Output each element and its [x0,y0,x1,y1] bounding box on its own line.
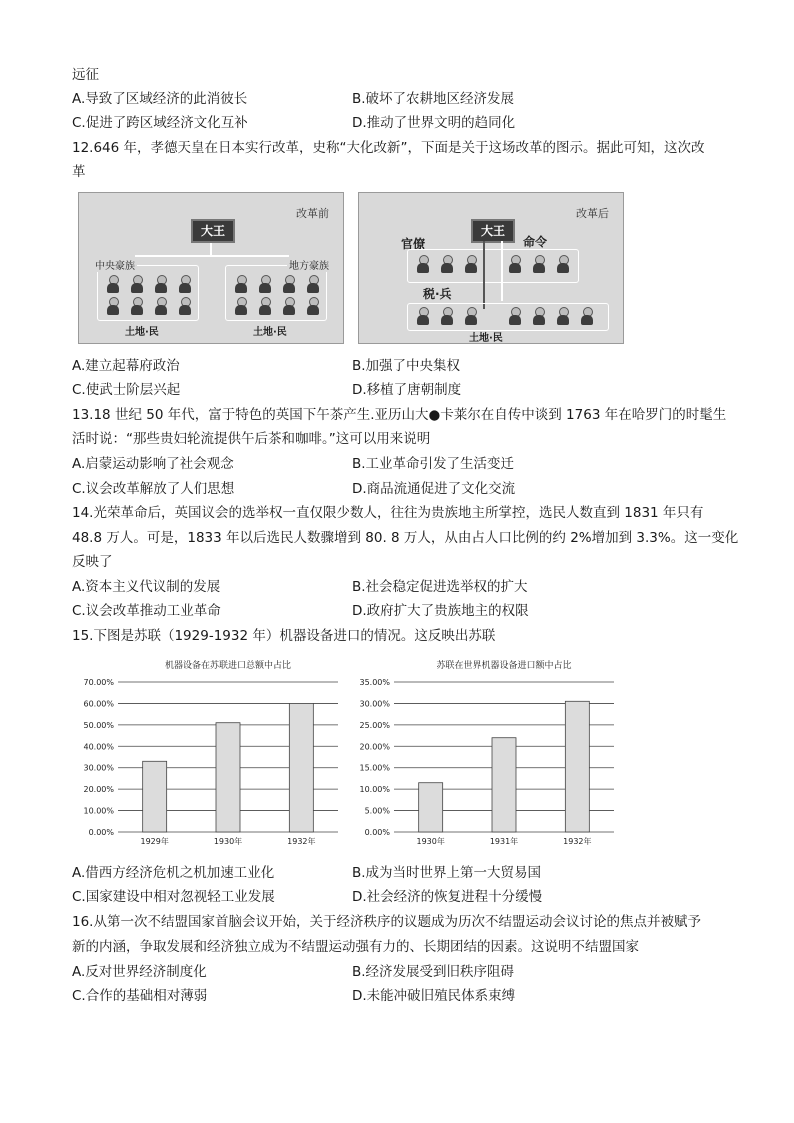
y-tick-label: 20.00% [83,785,114,795]
peasant-figure [581,307,593,325]
official-figure [417,255,429,273]
figure-before-reform [78,192,344,344]
q16-option-b[interactable]: B.经济发展受到旧秩序阻碍 [352,964,515,980]
peasant-figure [417,307,429,325]
q16-stem-line1: 16.从第一次不结盟国家首脑会议开始，关于经济秩序的议题成为历次不结盟运动会议讨论的焦点并被赋予 [72,914,701,930]
y-tick-label: 0.00% [88,828,114,837]
q12-option-a[interactable]: A.建立起幕府政治 [72,358,180,374]
peasant-figure [235,297,247,315]
y-tick-label: 50.00% [83,720,114,730]
q12-option-d[interactable]: D.移植了唐朝制度 [352,382,462,398]
central-clan-label: 中央豪族 [93,257,137,272]
connector-line [135,255,289,257]
q11-option-b[interactable]: B.破坏了农耕地区经济发展 [352,91,515,107]
bar [419,783,443,832]
peasant-figure [307,297,319,315]
clan-figure [307,275,319,293]
y-tick-label: 60.00% [83,699,114,709]
q14-option-b[interactable]: B.社会稳定促进选举权的扩大 [352,579,528,595]
peasant-figure [155,297,167,315]
q12-option-b[interactable]: B.加强了中央集权 [352,358,461,374]
y-tick-label: 35.00% [359,678,390,687]
chart-title: 苏联在世界机器设备进口额中占比 [436,661,572,671]
y-tick-label: 10.00% [359,785,390,795]
bar [143,761,167,832]
peasant-figure [509,307,521,325]
peasant-figure [533,307,545,325]
clan-figure [179,275,191,293]
q11-option-a[interactable]: A.导致了区域经济的此消彼长 [72,91,248,107]
q15-option-c[interactable]: C.国家建设中相对忽视轻工业发展 [72,889,275,905]
peasant-figure [557,307,569,325]
clan-figure [259,275,271,293]
tax-arrow-line [483,241,485,309]
y-tick-label: 0.00% [364,828,390,837]
y-tick-label: 30.00% [83,763,114,773]
local-clan-label: 地方豪族 [287,257,331,272]
y-tick-label: 30.00% [359,699,390,709]
q14-option-a[interactable]: A.资本主义代议制的发展 [72,579,221,595]
bar [216,723,240,832]
y-tick-label: 40.00% [83,742,114,752]
land-people-label-right: 土地·民 [253,327,287,338]
q13-option-b[interactable]: B.工业革命引发了生活变迁 [352,456,515,472]
q16-option-c[interactable]: C.合作的基础相对薄弱 [72,988,208,1004]
x-tick-label: 1932年 [563,837,592,846]
q13-option-c[interactable]: C.议会改革解放了人们思想 [72,481,235,497]
chart-ussr-share-of-world-machinery-imports [348,652,620,856]
land-people-group [407,303,609,331]
q14-stem-line2: 48.8 万人。可是，1833 年以后选民人数骤增到 80. 8 万人，从由占人口比例的约 2%增加到 3.3%。这一变化 [72,530,739,546]
peasant-figure [107,297,119,315]
land-people-label: 土地·民 [469,333,503,344]
king-label: 大王 [471,219,515,243]
king-label: 大王 [191,219,235,243]
peasant-figure [283,297,295,315]
q16-option-a[interactable]: A.反对世界经济制度化 [72,964,207,980]
clan-figure [131,275,143,293]
q12-option-c[interactable]: C.使武士阶层兴起 [72,382,181,398]
x-tick-label: 1930年 [213,837,243,846]
q15-option-b[interactable]: B.成为当时世界上第一大贸易国 [352,865,542,881]
x-tick-label: 1930年 [416,837,445,846]
q15-stem: 15.下图是苏联（1929-1932 年）机器设备进口的情况。这反映出苏联 [72,628,496,644]
figure-after-title: 改革后 [576,207,609,220]
q14-option-d[interactable]: D.政府扩大了贵族地主的权限 [352,603,529,619]
q14-option-c[interactable]: C.议会改革推动工业革命 [72,603,221,619]
clan-figure [283,275,295,293]
connector-line [210,243,212,255]
q13-option-a[interactable]: A.启蒙运动影响了社会观念 [72,456,234,472]
x-tick-label: 1931年 [489,837,519,846]
figure-before-title: 改革前 [296,207,329,220]
y-tick-label: 25.00% [359,720,390,730]
q12-stem-line1: 12.646 年，孝德天皇在日本实行改革，史称“大化改新”，下面是关于这场改革的图示。据此可知，这次改 [72,140,705,156]
q15-option-a[interactable]: A.借西方经济危机之机加速工业化 [72,865,275,881]
official-figure [465,255,477,273]
peasant-figure [441,307,453,325]
q11-option-d[interactable]: D.推动了世界文明的趋同化 [352,115,516,131]
y-tick-label: 5.00% [364,806,390,816]
peasant-figure [179,297,191,315]
bar [289,703,313,832]
q12-stem-line2: 革 [72,164,86,180]
q16-stem-line2: 新的内涵，争取发展和经济独立成为不结盟运动强有力的、长期团结的因素。这说明不结盟国家 [72,939,639,955]
chart-title: 机器设备在苏联进口总额中占比 [164,661,292,671]
order-arrow-line [501,241,503,301]
peasant-figure [131,297,143,315]
q16-option-d[interactable]: D.未能冲破旧殖民体系束缚 [352,988,516,1004]
chart-machinery-share-of-ussr-imports [72,652,344,856]
officials-label: 官僚 [401,237,426,251]
q14-stem-line1: 14.光荣革命后，英国议会的选举权一直仅限少数人，往往为贵族地主所掌控，选民人数直到 1831 年只有 [72,505,704,521]
q11-stem-tail: 远征 [72,67,99,83]
bar [492,738,516,832]
y-tick-label: 20.00% [359,742,390,752]
q11-option-c[interactable]: C.促进了跨区域经济文化互补 [72,115,248,131]
clan-figure [107,275,119,293]
q14-stem-line3: 反映了 [72,554,113,570]
x-tick-label: 1932年 [287,837,316,846]
official-figure [533,255,545,273]
land-people-label-left: 土地·民 [125,327,159,338]
peasant-figure [465,307,477,325]
official-figure [441,255,453,273]
clan-figure [155,275,167,293]
q13-option-d[interactable]: D.商品流通促进了文化交流 [352,481,516,497]
bar [565,701,589,832]
q15-option-d[interactable]: D.社会经济的恢复进程十分缓慢 [352,889,543,905]
y-tick-label: 15.00% [359,763,390,773]
order-label: 命令 [523,235,548,249]
peasant-figure [259,297,271,315]
official-figure [509,255,521,273]
tax-soldier-label: 税·兵 [423,287,452,301]
figure-after-reform [358,192,624,344]
q13-stem-line2: 活时说：“那些贵妇轮流提供午后茶和咖啡。”这可以用来说明 [72,431,431,447]
x-tick-label: 1929年 [140,837,169,846]
q13-stem-line1: 13.18 世纪 50 年代，富于特色的英国下午茶产生.亚历山大●卡莱尔在自传中谈到 1763 年在哈罗门的时髦生 [72,407,727,423]
official-figure [557,255,569,273]
clan-figure [235,275,247,293]
y-tick-label: 10.00% [83,806,114,816]
y-tick-label: 70.00% [83,678,114,687]
officials-group [407,249,579,283]
